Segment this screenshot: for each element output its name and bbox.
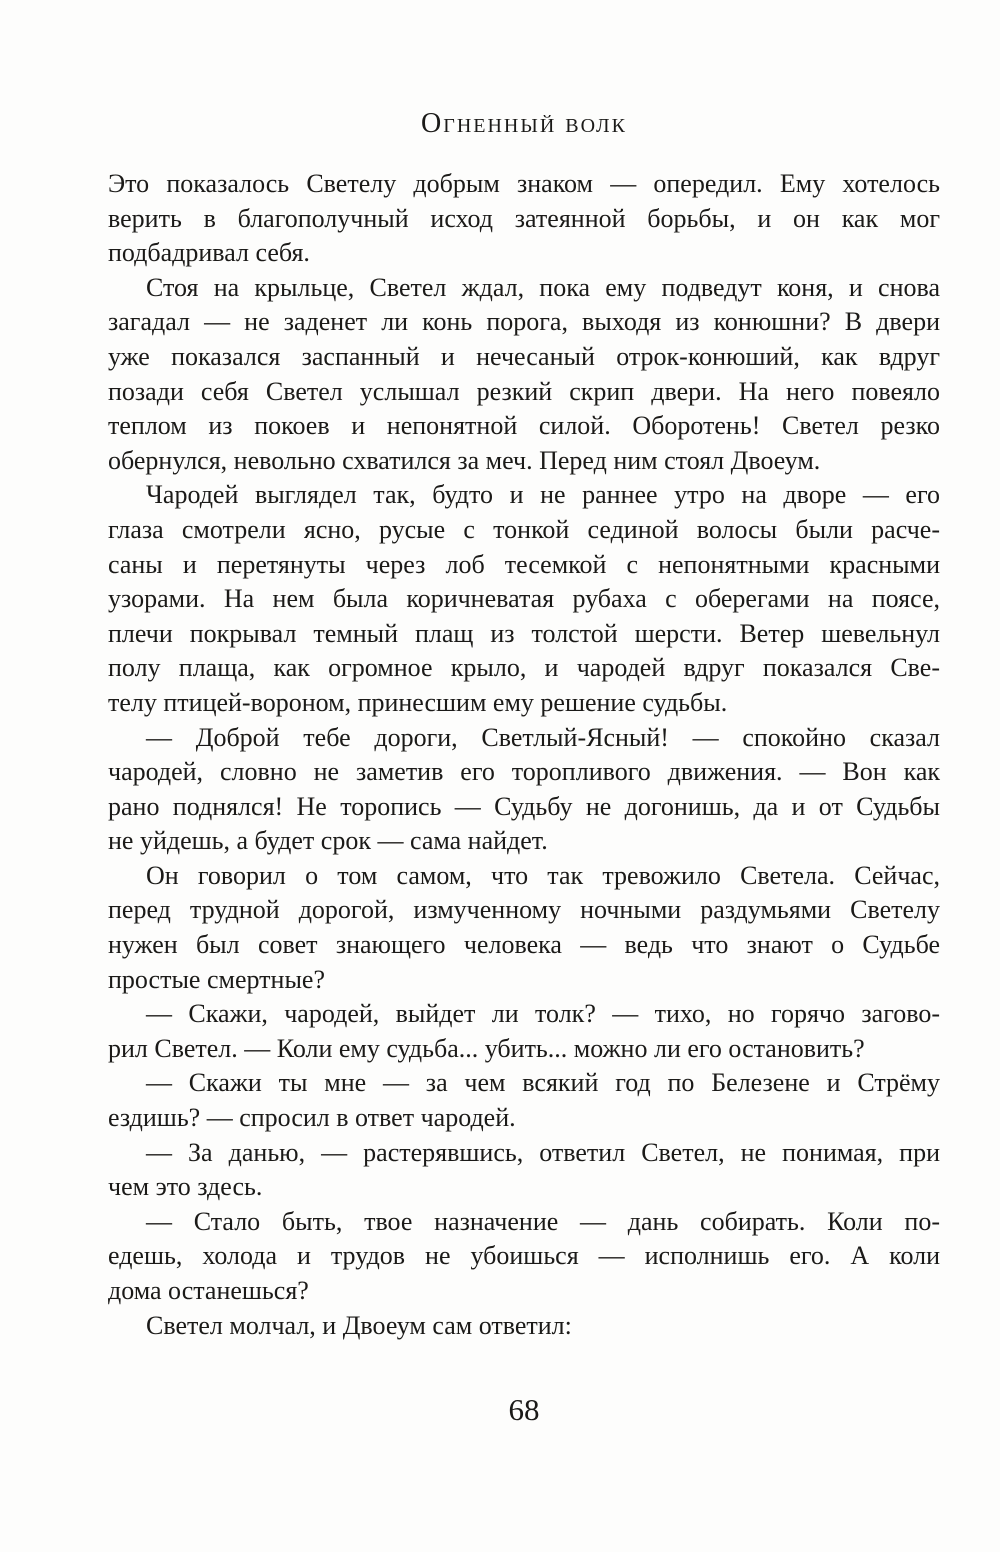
text-line: рил Светел. — Коли ему судьба... убить... можно ли его остановить? [108, 1033, 865, 1063]
text-line: глаза смотрели ясно, русые с тонкой сединой волосы были расче- [108, 514, 940, 544]
text-line: — Доброй тебе дороги, Светлый-Ясный! — спокойно сказал [146, 722, 940, 752]
text-line: — Скажи, чародей, выйдет ли толк? — тихо, но горячо загово- [146, 999, 940, 1029]
text-line: саны и перетянуты через лоб тесемкой с непонятными красными [108, 549, 940, 579]
text-line: позади себя Светел услышал резкий скрип двери. На него повеяло [108, 376, 940, 406]
text-line: не уйдешь, а будет срок — сама найдет. [108, 826, 548, 856]
text-line: — Скажи ты мне — за чем всякий год по Белезене и Стрёму [146, 1068, 940, 1098]
text-line: нужен был совет знающего человека — ведь что знают о Судьбе [108, 930, 940, 960]
text-line: полу плаща, как огромное крыло, и чародей вдруг показался Све- [108, 653, 940, 683]
text-line: ездишь? — спросил в ответ чародей. [108, 1103, 516, 1133]
text-line: перед трудной дорогой, измученному ночными раздумьями Светелу [108, 895, 940, 925]
running-header: Огненный волк [421, 108, 627, 139]
text-line: верить в благополучный исход затеянной борьбы, и он как мог [108, 203, 940, 233]
text-line: обернулся, невольно схватился за меч. Перед ним стоял Двоеум. [108, 445, 821, 475]
text-line: плечи покрывал темный плащ из толстой шерсти. Ветер шевельнул [108, 618, 940, 648]
text-line: подбадривал себя. [108, 238, 310, 268]
text-line: загадал — не заденет ли конь порога, выходя из конюшни? В двери [108, 307, 940, 337]
text-line: Стоя на крыльце, Светел ждал, пока ему подведут коня, и снова [146, 272, 940, 302]
text-line: уже показался заспанный и нечесаный отрок-конюший, как вдруг [108, 341, 940, 371]
text-line: простые смертные? [108, 964, 325, 994]
text-line: — Стало быть, твое назначение — дань собирать. Коли по- [146, 1206, 940, 1236]
text-line: Светел молчал, и Двоеум сам ответил: [146, 1310, 572, 1340]
page-text [108, 167, 940, 1343]
text-line: едешь, холода и трудов не убоишься — исполнишь его. А коли [108, 1241, 940, 1271]
text-line: телу птицей-вороном, принесшим ему решение судьбы. [108, 687, 728, 717]
text-line: дома останешься? [108, 1276, 309, 1305]
text-line: узорами. На нем была коричневатая рубаха с оберегами на поясе, [108, 584, 940, 614]
text-line: чем это здесь. [108, 1172, 263, 1202]
text-line: Он говорил о том самом, что так тревожило Светела. Сейчас, [146, 860, 940, 890]
text-line: Чародей выглядел так, будто и не раннее утро на дворе — его [146, 480, 940, 510]
text-line: чародей, словно не заметив его торопливого движения. — Вон как [108, 757, 940, 787]
text-line: — За данью, — растерявшись, ответил Светел, не понимая, при [146, 1137, 940, 1167]
page-number: 68 [508, 1392, 540, 1427]
text-line: Это показалось Светелу добрым знаком — опередил. Ему хотелось [108, 169, 940, 198]
text-line: рано поднялся! Не торопись — Судьбу не догонишь, да и от Судьбы [108, 791, 940, 821]
text-line: теплом из покоев и непонятной силой. Оборотень! Светел резко [108, 411, 940, 441]
